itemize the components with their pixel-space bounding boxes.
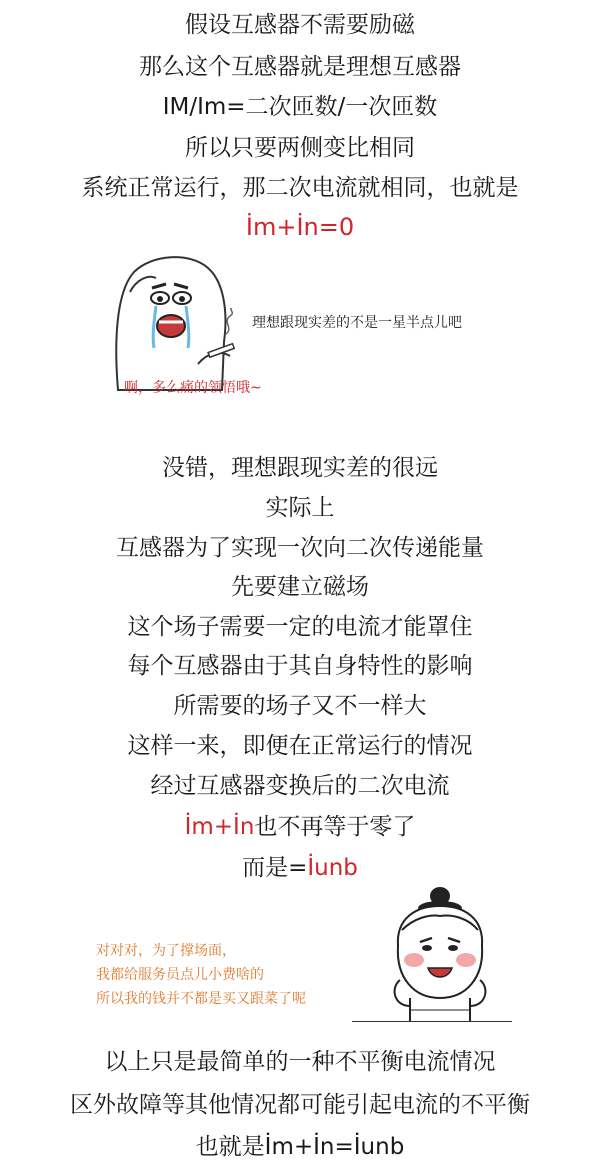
text-line: IM/Im=二次匝数/一次匝数 — [162, 94, 438, 120]
text-line: 那么这个互感器就是理想互感器 — [139, 54, 461, 80]
text-line: 每个互感器由于其自身特性的影响 — [127, 653, 473, 679]
formula: İm+İn — [184, 814, 255, 840]
text-line: 所以只要两侧变比相同 — [185, 135, 415, 161]
summary-prefix: 也就是 — [195, 1134, 265, 1160]
text-line: 所需要的场子又不一样大 — [173, 693, 427, 719]
chubby-kid-meme — [380, 882, 500, 1022]
text-line: 这样一来，即便在正常运行的情况 — [127, 733, 473, 759]
text-line: 假设互感器不需要励磁 — [185, 12, 415, 38]
summary-line — [0, 1132, 600, 1162]
formula-line — [0, 812, 600, 842]
meme-exclaim: 啊，多么痛的领悟哦~ — [124, 380, 262, 396]
text-line: 实际上 — [265, 495, 335, 521]
text-line: 经过互感器变换后的二次电流 — [150, 773, 450, 799]
text-line: 这个场子需要一定的电流才能罩住 — [127, 614, 473, 640]
meme-caption-line: 对对对，为了撑场面， — [96, 943, 236, 959]
smoke-icon — [222, 308, 240, 336]
summary-formula: İm+İn=İunb — [264, 1134, 405, 1160]
meme-caption-line: 我都给服务员点儿小费啥的 — [96, 967, 264, 983]
text-line: 系统正常运行，那二次电流就相同，也就是 — [81, 175, 519, 201]
result-formula: İunb — [307, 855, 358, 881]
result-line — [0, 853, 600, 883]
formula: İm+İn=0 — [245, 213, 355, 241]
text-line: 没错，理想跟现实差的很远 — [162, 455, 438, 481]
crying-ghost-meme — [112, 252, 238, 392]
text-line: 区外故障等其他情况都可能引起电流的不平衡 — [70, 1092, 530, 1118]
meme-caption: 理想跟现实差的不是一星半点儿吧 — [252, 315, 462, 331]
text-line: 互感器为了实现一次向二次传递能量 — [116, 535, 484, 561]
result-prefix: 而是= — [242, 855, 308, 881]
text-line: 以上只是最简单的一种不平衡电流情况 — [104, 1049, 496, 1075]
ground-line — [352, 1021, 512, 1022]
meme-caption-line: 所以我的钱并不都是买又跟菜了呢 — [96, 991, 306, 1007]
formula-text: 也不再等于零了 — [254, 814, 416, 840]
text-line: 先要建立磁场 — [231, 574, 369, 600]
